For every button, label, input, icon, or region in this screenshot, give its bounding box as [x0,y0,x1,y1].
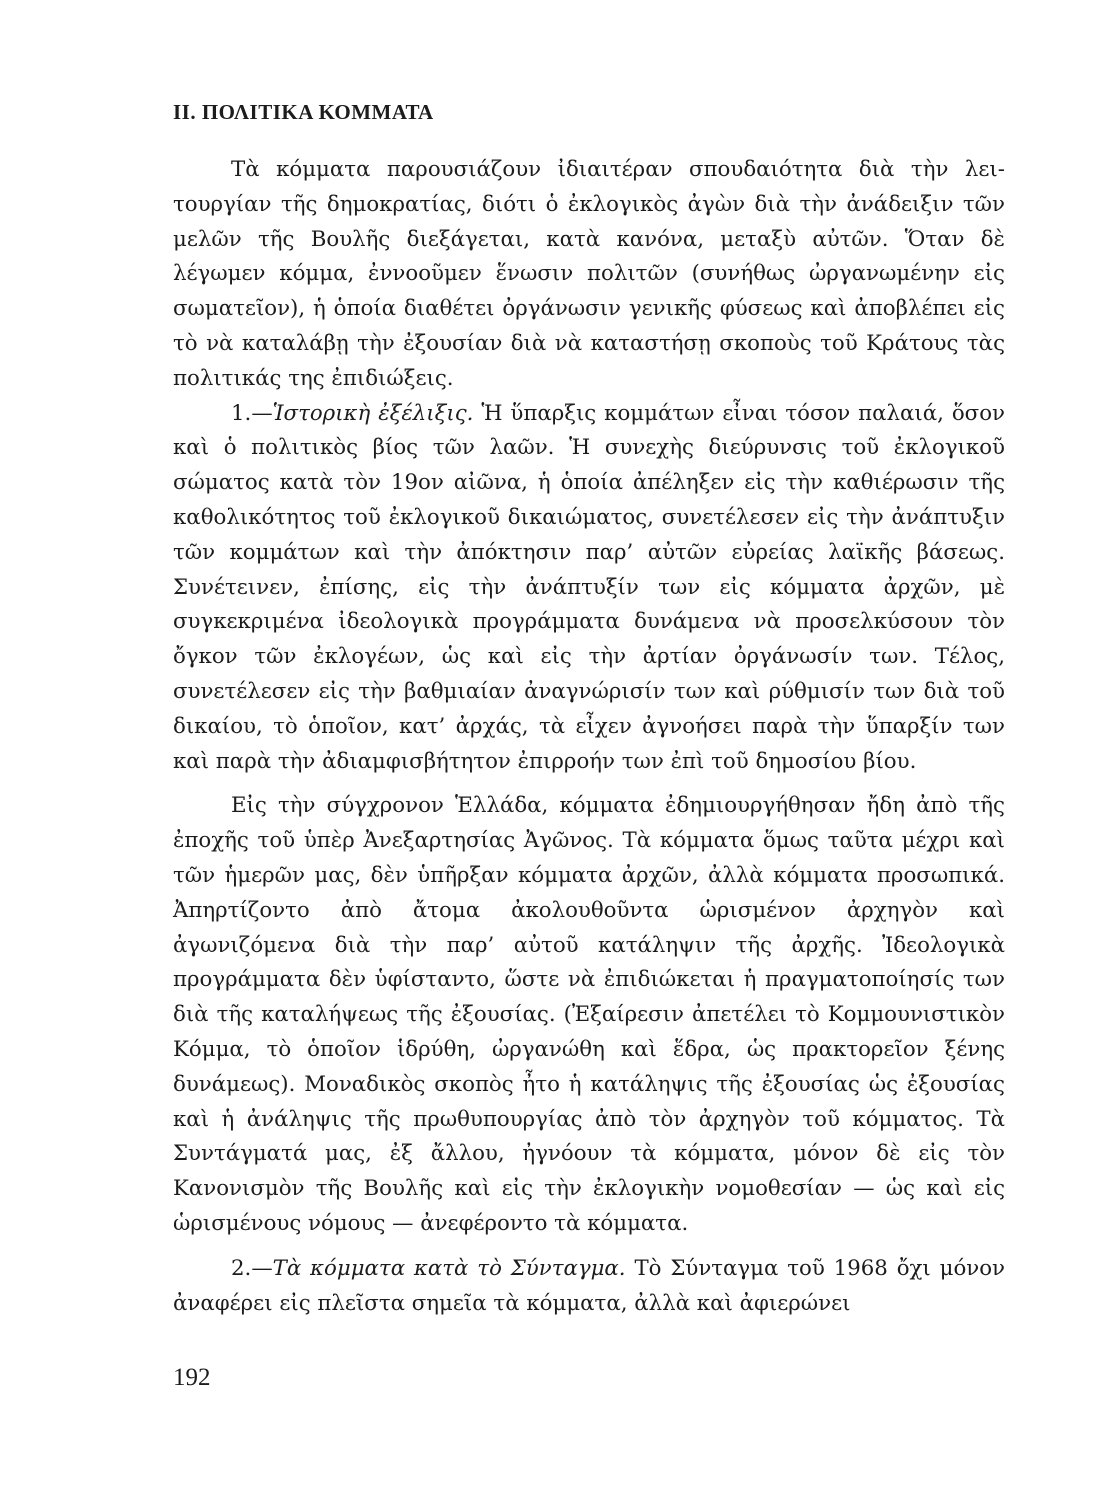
paragraph-constitution [173,1252,1005,1322]
section-heading: II. ΠΟΛΙΤΙΚΑ ΚΟΜΜΑΤΑ [173,100,434,124]
paragraph-text: Τὸ Σύνταγμα τοῦ 1968 ὄχι μόνον ἀναφέρει εἰς πλεῖστα σημεῖα τὰ κόμματα, ἀλλὰ καὶ ἀφιερώνει [173,1255,1005,1316]
paragraph-text: Τὰ κόμματα παρουσιάζουν ἰδιαιτέραν σπουδαιότητα διὰ τὴν λειτουργίαν τῆς δημοκρατίας, διότι ὁ ἐκλογικὸς ἀγὼν διὰ τὴν ἀνάδειξιν τῶν μελῶν τῆς Βουλῆς διεξάγεται, κατὰ κανόνα, μεταξὺ αὐτῶν. Ὅταν δὲ λέγωμεν κόμμα, ἐννοοῦμεν ἕνωσιν πολιτῶν (συνήθως ὠργανωμένην εἰς σωματεῖον), ἡ ὁποία διαθέτει ὀργάνωσιν γενικῆς φύσεως καὶ ἀποβλέπει εἰς τὸ νὰ καταλάβῃ τὴν ἐξουσίαν διὰ νὰ καταστήσῃ σκοποὺς τοῦ Κράτους τὰς πολιτικάς της ἐπιδιώξεις. [173,157,1005,391]
paragraph-number: 2.— [231,1255,273,1281]
paragraph-title: Τὰ κόμματα κατὰ τὸ Σύνταγμα. [272,1255,626,1281]
paragraph-number: 1.— [231,400,273,426]
paragraph-title: Ἱστορικὴ ἐξέλιξις. [272,400,474,426]
paragraph-intro [173,153,1005,397]
page-number: 192 [173,1364,211,1391]
paragraph-modern-greece [173,789,1005,1241]
paragraph-historical-evolution [173,397,1005,780]
paragraph-text: Εἰς τὴν σύγχρονον Ἑλλάδα, κόμματα ἐδημιουργήθησαν ἤδη ἀπὸ τῆς ἐποχῆς τοῦ ὑπὲρ Ἀνεξαρτησίας Ἀγῶνος. Τὰ κόμματα ὅμως ταῦτα μέχρι καὶ τῶν ἡμερῶν μας, δὲν ὑπῆρξαν κόμματα ἀρχῶν, ἀλλὰ κόμματα προσωπικά. Ἀπηρτίζοντο ἀπὸ ἄτομα ἀκολουθοῦντα ὡρισμένον ἀρχηγὸν καὶ ἀγωνιζόμενα διὰ τὴν παρ’ αὐτοῦ κατάληψιν τῆς ἀρχῆς. Ἰδεολογικὰ προγράμματα δὲν ὑφίσταντο, ὥστε νὰ ἐπιδιώκεται ἡ πραγματοποίησίς των διὰ τῆς καταλήψεως τῆς ἐξουσίας. (Ἐξαίρεσιν ἀπετέλει τὸ Κομμουνιστικὸν Κόμμα, τὸ ὁποῖον ἱδρύθη, ὠργανώθη καὶ ἕδρα, ὡς πρακτορεῖον ξένης δυνάμεως). Μοναδικὸς σκοπὸς ἦτο ἡ κατάληψις τῆς ἐξουσίας ὡς ἐξουσίας καὶ ἡ ἀνάληψις τῆς πρωθυπουργίας ἀπὸ τὸν ἀρχηγὸν τοῦ κόμματος. Τὰ Συντάγματά μας, ἐξ ἄλλου, ἠγνόουν τὰ κόμματα, μόνον δὲ εἰς τὸν Κανονισμὸν τῆς Βουλῆς καὶ εἰς τὴν ἐκλογικὴν νομοθεσίαν — ὡς καὶ εἰς ὡρισμένους νόμους — ἀνεφέροντο τὰ κόμματα. [173,793,1005,1236]
body-text [173,153,1005,1321]
paragraph-text: Ἡ ὕπαρξις κομμάτων εἶναι τόσον παλαιά, ὅσον καὶ ὁ πολιτικὸς βίος τῶν λαῶν. Ἡ συνεχὴς διεύρυνσις τοῦ ἐκλογικοῦ σώματος κατὰ τὸν 19ον αἰῶνα, ἡ ὁποία ἀπέληξεν εἰς τὴν καθιέρωσιν τῆς καθολικότητος τοῦ ἐκλογικοῦ δικαιώματος, συνετέλεσεν εἰς τὴν ἀνάπτυξιν τῶν κομμάτων καὶ τὴν ἀπόκτησιν παρ’ αὐτῶν εὐρείας λαϊκῆς βάσεως. Συνέτεινεν, ἐπίσης, εἰς τὴν ἀνάπτυξίν των εἰς κόμματα ἀρχῶν, μὲ συγκεκριμένα ἰδεολογικὰ προγράμματα δυνάμενα νὰ προσελκύσουν τὸν ὄγκον τῶν ἐκλογέων, ὡς καὶ εἰς τὴν ἀρτίαν ὀργάνωσίν των. Τέλος, συνετέλεσεν εἰς τὴν βαθμιαίαν ἀναγνώρισίν των καὶ ρύθμισίν των διὰ τοῦ δικαίου, τὸ ὁποῖον, κατ’ ἀρχάς, τὰ εἶχεν ἀγνοήσει παρὰ τὴν ὕπαρξίν των καὶ παρὰ τὴν ἀδιαμφισβήτητον ἐπιρροήν των ἐπὶ τοῦ δημοσίου βίου. [173,400,1005,774]
